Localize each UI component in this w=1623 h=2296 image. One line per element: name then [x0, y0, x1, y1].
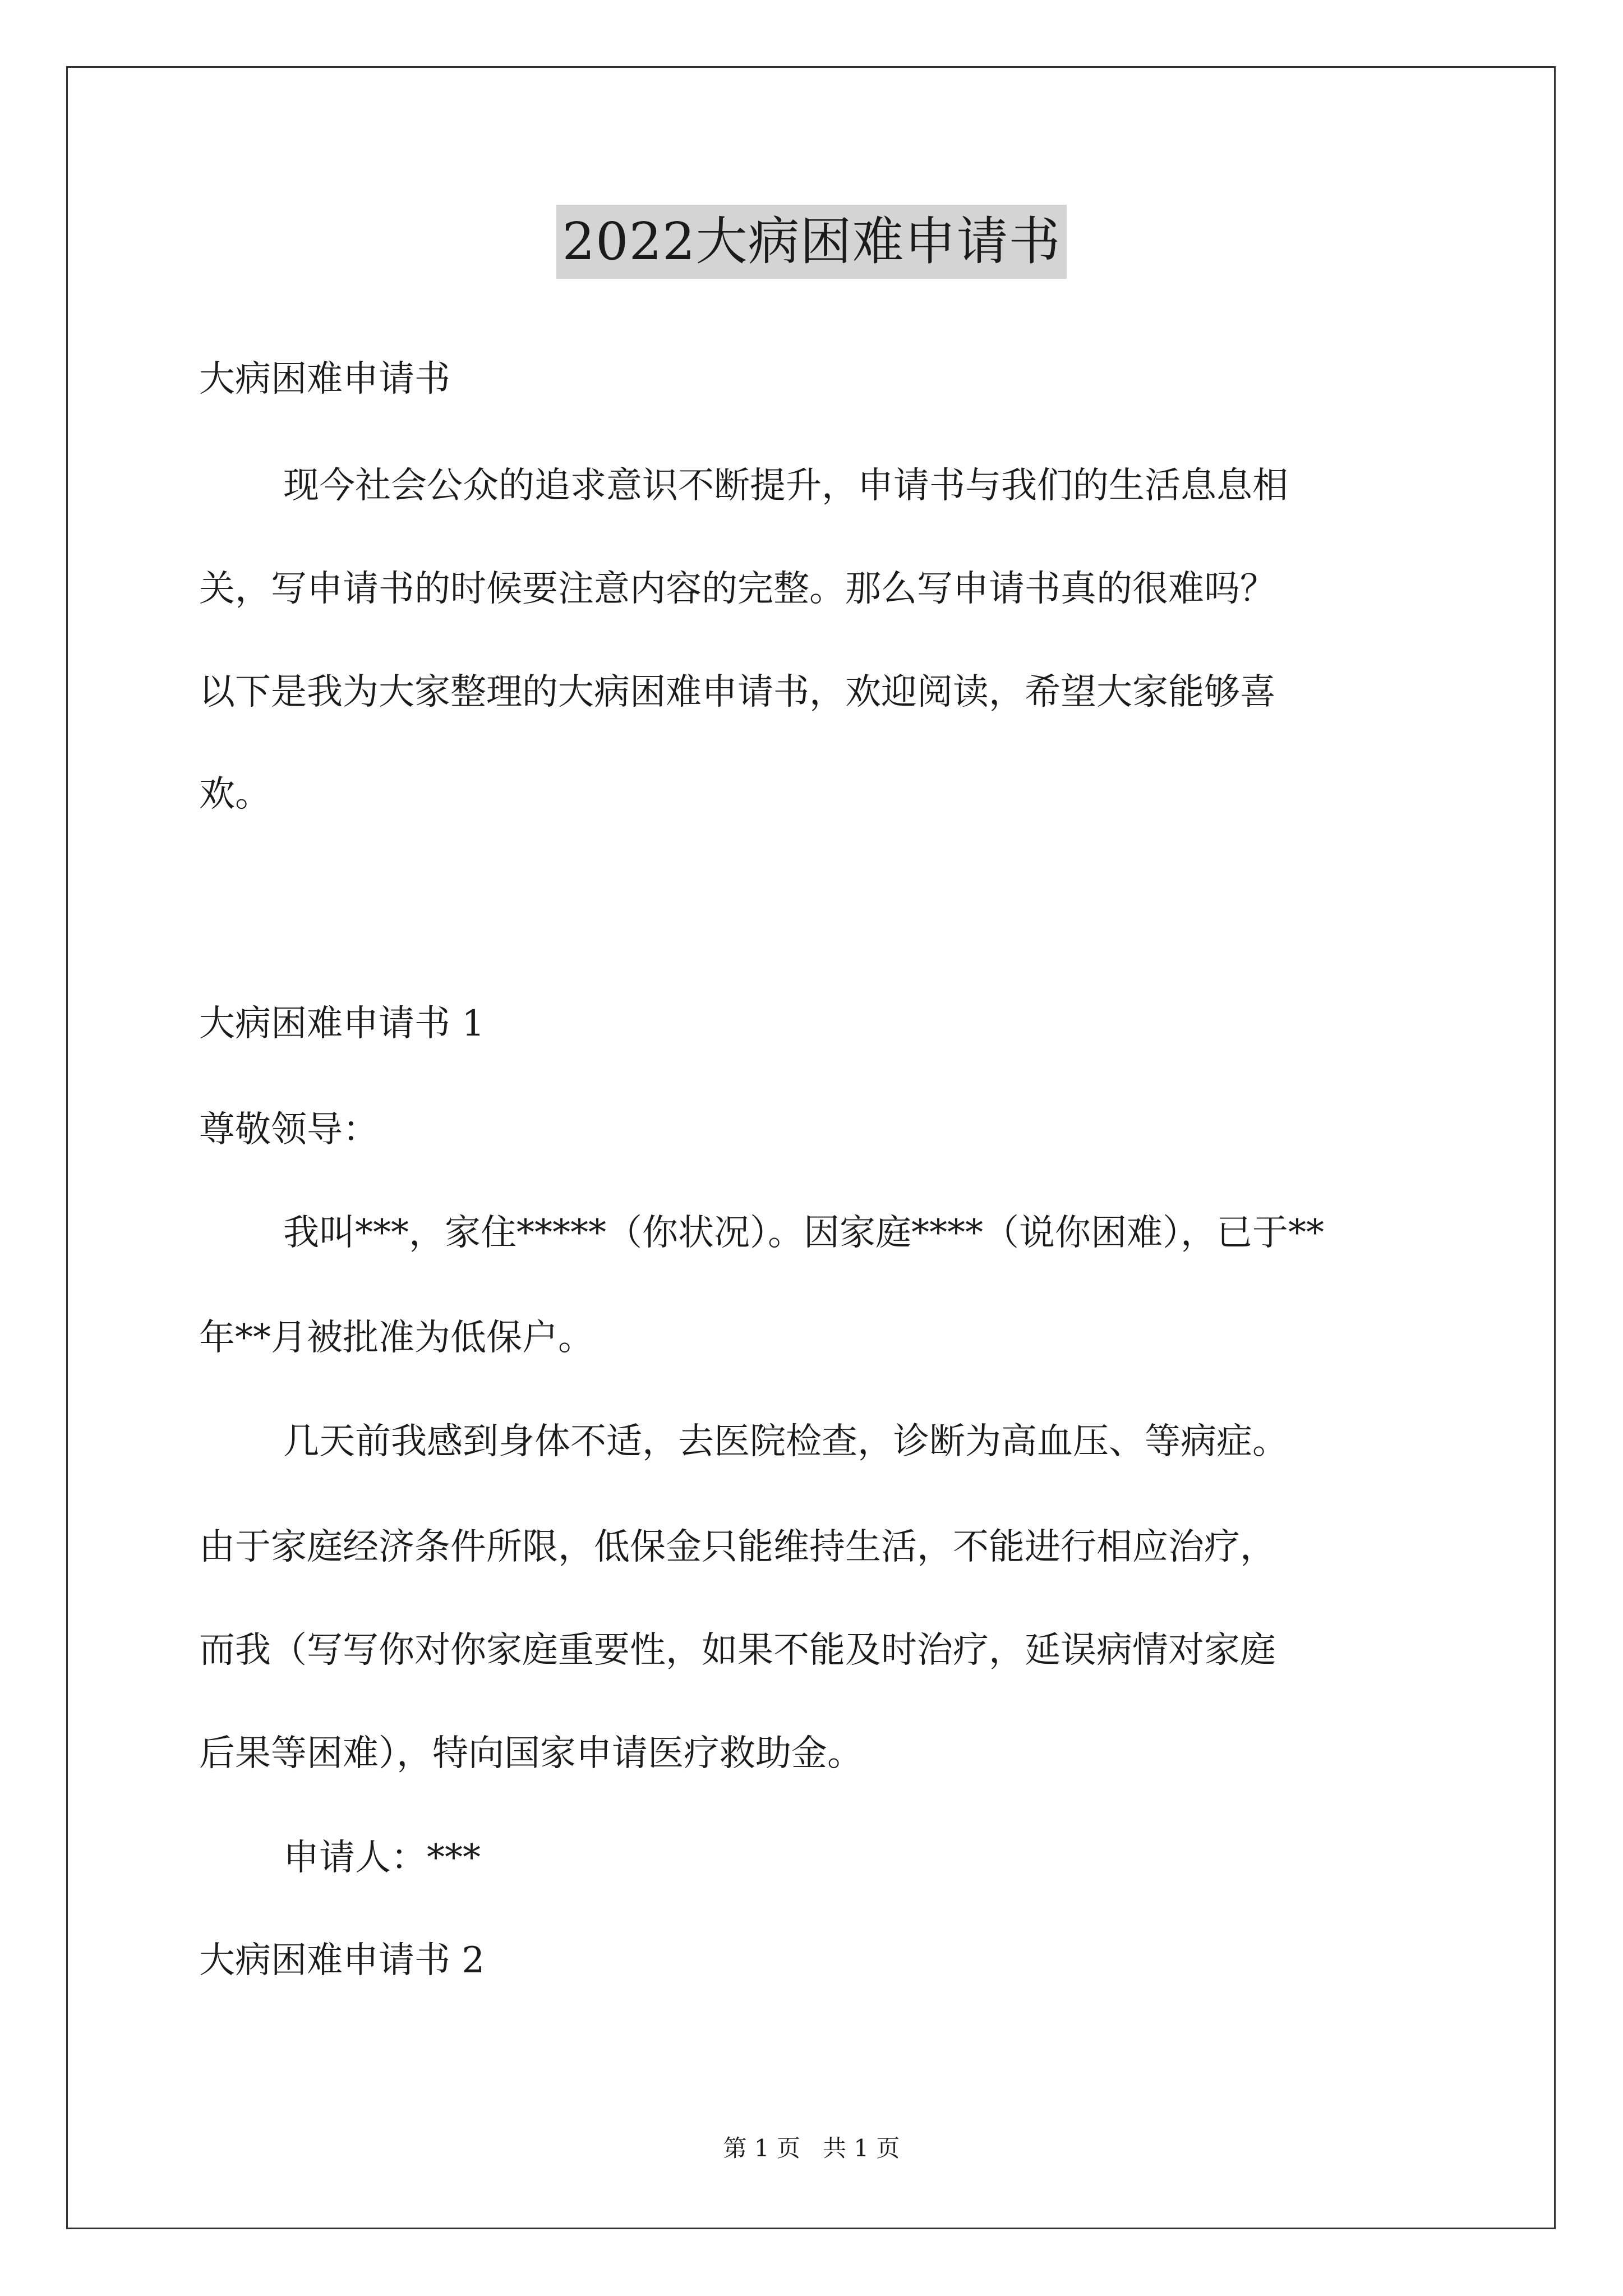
- body-line: 年**月被批准为低保户。: [199, 1317, 594, 1359]
- document-title: 2022大病困难申请书: [556, 205, 1066, 279]
- body-line: 现今社会公众的追求意识不断提升，申请书与我们的生活息息相: [283, 465, 1288, 507]
- page-number: 第 1 页: [723, 2134, 800, 2162]
- page-total: 共 1 页: [823, 2134, 900, 2162]
- body-line: 以下是我为大家整理的大病困难申请书，欢迎阅读，希望大家能够喜: [199, 671, 1276, 713]
- section-heading-2: 大病困难申请书 2: [199, 1940, 485, 1981]
- title-container: [0, 205, 1623, 279]
- page-footer: [0, 2133, 1623, 2164]
- signature-line: 申请人：***: [283, 1837, 481, 1879]
- section-heading-1: 大病困难申请书 1: [199, 1003, 485, 1045]
- intro-heading: 大病困难申请书: [199, 358, 450, 400]
- body-line: 我叫***，家住*****（你状况）。因家庭****（说你困难），已于**: [283, 1212, 1324, 1254]
- body-line: 关，写申请书的时候要注意内容的完整。那么写申请书真的很难吗？: [199, 568, 1276, 610]
- body-line: 后果等困难），特向国家申请医疗救助金。: [199, 1733, 863, 1774]
- body-line: 欢。: [199, 774, 271, 815]
- body-line: 而我（写写你对你家庭重要性，如果不能及时治疗，延误病情对家庭: [199, 1630, 1276, 1671]
- body-line: 由于家庭经济条件所限，低保金只能维持生活，不能进行相应治疗，: [199, 1526, 1276, 1568]
- body-line: 几天前我感到身体不适，去医院检查，诊断为高血压、等病症。: [283, 1421, 1288, 1462]
- salutation: 尊敬领导：: [199, 1109, 379, 1151]
